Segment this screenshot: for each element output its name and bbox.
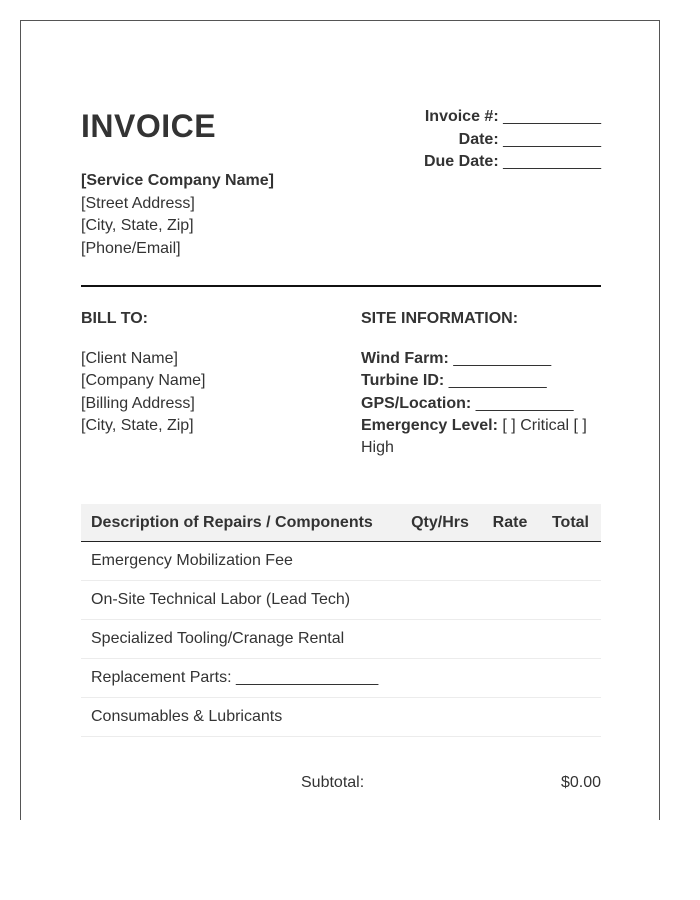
wind-farm-row: [361, 348, 601, 370]
bill-to-title: BILL TO:: [81, 310, 148, 327]
bill-to-city: [City, State, Zip]: [81, 416, 194, 434]
invoice-due-date-label: Due Date:: [423, 153, 499, 170]
row-total: [541, 698, 601, 737]
row-total: [541, 542, 601, 581]
table-row: [81, 698, 601, 737]
company-street: [Street Address]: [81, 194, 195, 212]
invoice-number-row: [424, 106, 601, 129]
subtotal-value: $0.00: [560, 774, 601, 791]
row-description: Specialized Tooling/Cranage Rental: [81, 620, 401, 659]
invoice-header: [81, 106, 601, 286]
invoice-due-date-value: ___________: [503, 153, 601, 170]
gps-location-row: [361, 393, 601, 415]
header-description: Description of Repairs / Components: [81, 504, 401, 542]
subtotal-row: [81, 774, 601, 796]
table-header-row: [81, 504, 601, 542]
row-qty: [401, 659, 479, 698]
company-city: [City, State, Zip]: [81, 217, 194, 234]
row-rate: [479, 620, 541, 659]
row-description: On-Site Technical Labor (Lead Tech): [81, 581, 401, 620]
company-block: [81, 170, 274, 260]
emergency-level-value: [ ] Critical [ ] High: [361, 416, 587, 457]
invoice-date-row: [424, 129, 601, 152]
header-qty-hrs: Qty/Hrs: [401, 504, 479, 542]
emergency-level-label: Emergency Level:: [361, 416, 498, 434]
row-qty: [401, 542, 479, 581]
subtotal-label: Subtotal:: [301, 774, 365, 791]
row-total: [541, 581, 601, 620]
row-description: Consumables & Lubricants: [81, 698, 401, 737]
site-info-title: SITE INFORMATION:: [361, 310, 519, 327]
table-row: [81, 542, 601, 581]
bill-to-section: [81, 309, 341, 437]
row-rate: [479, 698, 541, 737]
row-description: Replacement Parts: ________________: [81, 659, 401, 698]
invoice-date-label: Date:: [458, 130, 499, 148]
site-info-lines: [361, 348, 601, 459]
emergency-level-row: [361, 415, 601, 460]
row-total: [541, 620, 601, 659]
line-items-table: [81, 504, 601, 737]
gps-location-value: ___________: [475, 394, 574, 412]
invoice-title: INVOICE: [81, 108, 217, 144]
bill-to-billing-address: [Billing Address]: [81, 394, 195, 412]
invoice-date-value: ___________: [503, 130, 601, 148]
invoice-content: [81, 106, 601, 791]
bill-to-company-name: [Company Name]: [81, 372, 206, 390]
table-row: [81, 581, 601, 620]
row-total: [541, 659, 601, 698]
row-rate: [479, 659, 541, 698]
row-qty: [401, 698, 479, 737]
turbine-id-row: [361, 370, 601, 392]
gps-location-label: GPS/Location:: [361, 394, 472, 412]
row-rate: [479, 581, 541, 620]
row-qty: [401, 620, 479, 659]
company-contact: [Phone/Email]: [81, 239, 181, 257]
table-row: [81, 620, 601, 659]
header-rate: Rate: [479, 504, 541, 542]
company-name: [Service Company Name]: [81, 172, 274, 189]
invoice-page: [20, 20, 660, 820]
invoice-meta: [424, 106, 601, 174]
row-description: Emergency Mobilization Fee: [81, 542, 401, 581]
row-qty: [401, 581, 479, 620]
invoice-due-date-row: [424, 151, 601, 174]
wind-farm-label: Wind Farm:: [361, 350, 449, 367]
row-rate: [479, 542, 541, 581]
turbine-id-value: ___________: [448, 372, 547, 390]
line-items-table-wrap: [81, 504, 601, 737]
header-total: Total: [541, 504, 601, 542]
invoice-number-label: Invoice #:: [424, 108, 499, 125]
bill-to-lines: [81, 348, 341, 437]
site-info-section: [361, 309, 601, 459]
bill-to-client-name: [Client Name]: [81, 350, 178, 367]
wind-farm-value: ___________: [453, 350, 552, 367]
header-divider: [81, 285, 601, 287]
invoice-number-value: ___________: [503, 108, 601, 125]
table-row: [81, 659, 601, 698]
turbine-id-label: Turbine ID:: [361, 372, 445, 390]
